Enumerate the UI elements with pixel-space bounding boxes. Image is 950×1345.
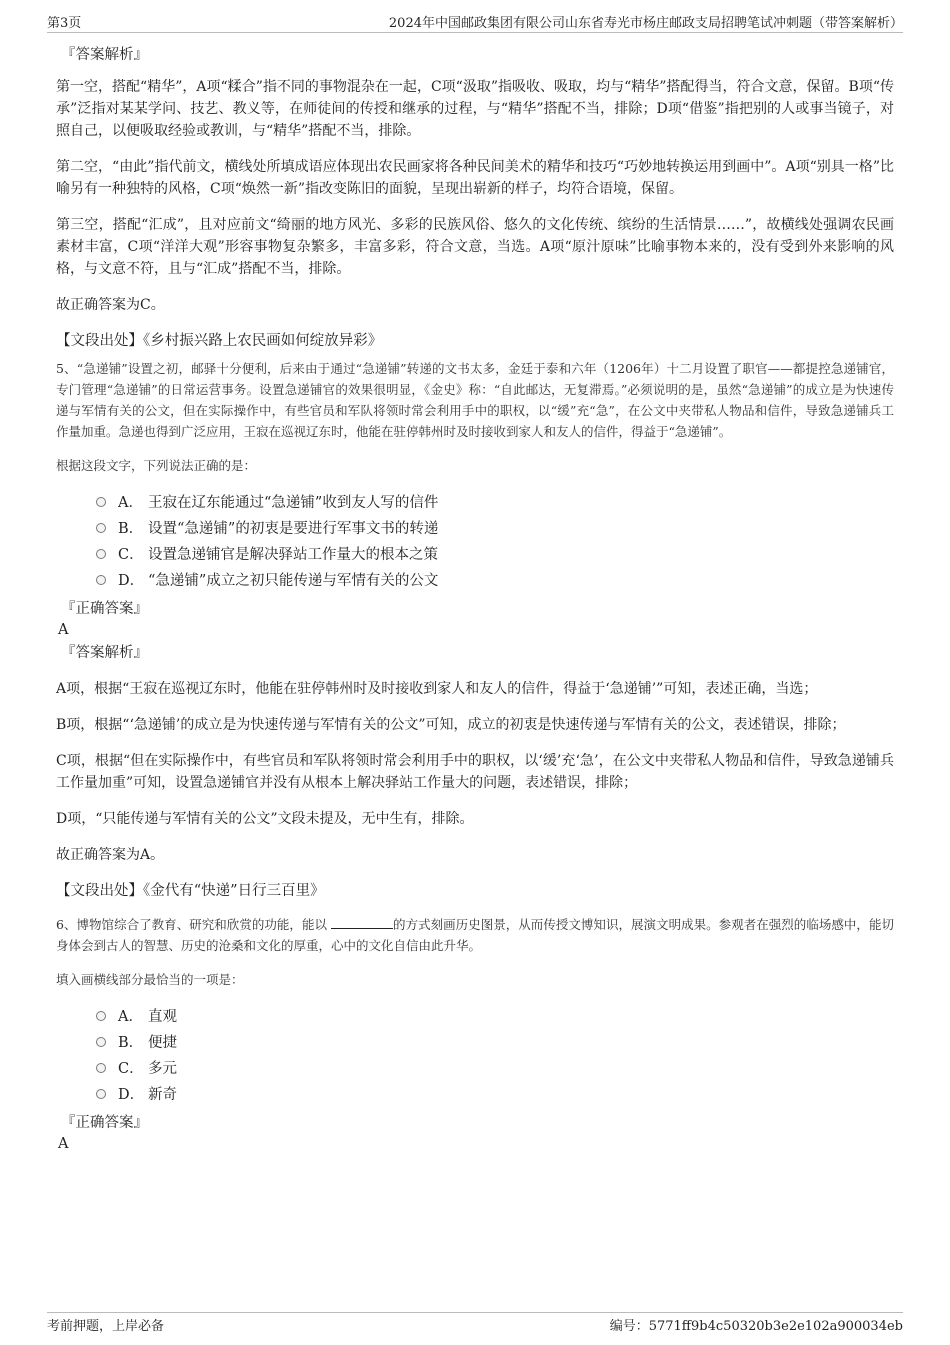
radio-icon[interactable]: [96, 1063, 106, 1073]
page-header: [47, 12, 903, 33]
page-number: 第3页: [47, 16, 82, 31]
radio-icon[interactable]: [96, 1037, 106, 1047]
q6-answer: A: [58, 1136, 69, 1152]
q4-source: 【文段出处】《乡村振兴路上农民画如何绽放异彩》: [56, 333, 383, 349]
q4-conclusion: 故正确答案为C。: [56, 297, 165, 313]
page-footer: [47, 1312, 903, 1337]
radio-icon[interactable]: [96, 549, 106, 559]
q5-option-a[interactable]: A． 王寂在辽东能通过“急递铺”收到友人写的信件: [96, 490, 894, 516]
q5-answer-label: 『正确答案』: [61, 601, 148, 617]
q5-analysis-a: A项，根据“王寂在巡视辽东时，他能在驻停韩州时及时接收到家人和友人的信件，得益于‘急递铺’”可知，表述正确，当选；: [56, 681, 818, 697]
radio-icon[interactable]: [96, 1089, 106, 1099]
q5-analysis-label: 『答案解析』: [61, 645, 148, 661]
radio-icon[interactable]: [96, 523, 106, 533]
q5-text: 5、“急递铺”设置之初，邮驿十分便利，后来由于通过“急递铺”转递的文书太多，金廷于泰和六年（1206年）十二月设置了职官——都提控急递铺官，专门管理“急递铺”的日常运营事务。设置急递铺官的效果很明显，《金史》称：“自此邮达，无复滞焉。”必须说明的是，虽然“急递铺”的成立是为快速传递与军情有关的公文，但在实际操作中，有些官员和军队将领时常会利用手中的职权，以“缓”充“急”，在公文中夹带私人物品和信件，导致急递铺兵工作量加重。急递也得到广泛应用，王寂在巡视辽东时，他能在驻停韩州时及时接收到家人和友人的信件，得益于“急递铺”。: [56, 361, 894, 439]
q5-analysis-d: D项，“只能传递与军情有关的公文”文段未提及，无中生有，排除。: [56, 811, 474, 827]
q6-text: 6、博物馆综合了教育、研究和欣赏的功能，能以 的方式刻画历史图景，从而传授文博知识，展演文明成果。参观者在强烈的临场感中，能切身体会到古人的智慧、历史的沧桑和文化的厚重，心中的文化自信由此升华。: [56, 917, 894, 953]
q5-analysis-c: C项，根据“但在实际操作中，有些官员和军队将领时常会利用手中的职权，以‘缓’充‘急’，在公文中夹带私人物品和信件，导致急递铺兵工作量加重”可知，设置急递铺官并没有从根本上解决驿站工作量大的问题，表述错误，排除；: [56, 753, 894, 791]
document-title: 2024年中国邮政集团有限公司山东省寿光市杨庄邮政支局招聘笔试冲刺题（带答案解析）: [388, 16, 903, 31]
q5-answer: A: [58, 622, 69, 638]
q6-option-d[interactable]: D． 新奇: [96, 1082, 894, 1108]
page-content: [56, 44, 894, 1154]
q6-option-b[interactable]: B． 便捷: [96, 1030, 894, 1056]
q4-analysis-para-2: 第二空，“由此”指代前文，横线处所填成语应体现出农民画家将各种民间美术的精华和技巧“巧妙地转换运用到画中”。A项“别具一格”比喻另有一种独特的风格，C项“焕然一新”指改变陈旧的面貌，呈现出崭新的样子，均符合语境，保留。: [56, 159, 894, 197]
q6-option-c[interactable]: C． 多元: [96, 1056, 894, 1082]
q6-option-a[interactable]: A． 直观: [96, 1004, 894, 1030]
footer-slogan: 考前押题，上岸必备: [47, 1319, 165, 1334]
fill-blank: [331, 916, 393, 929]
document-id: 编号：5771ff9b4c50320b3e2e102a900034eb: [609, 1319, 903, 1334]
q5-conclusion: 故正确答案为A。: [56, 847, 165, 863]
q5-option-c[interactable]: C． 设置急递铺官是解决驿站工作量大的根本之策: [96, 542, 894, 568]
q4-analysis-label: 『答案解析』: [61, 47, 148, 63]
q4-analysis-para-1: 第一空，搭配“精华”，A项“糅合”指不同的事物混杂在一起，C项“汲取”指吸收、吸取，均与“精华”搭配得当，符合文意，保留。B项“传承”泛指对某某学问、技艺、教义等，在师徒间的传授和继承的过程，与“精华”搭配不当，排除；D项“借鉴”指把别的人或事当镜子，对照自己，以便吸取经验或教训，与“精华”搭配不当，排除。: [56, 79, 894, 139]
q5-option-b[interactable]: B． 设置“急递铺”的初衷是要进行军事文书的转递: [96, 516, 894, 542]
q5-source: 【文段出处】《金代有“快递”日行三百里》: [56, 883, 325, 899]
q6-options: [96, 1004, 894, 1108]
radio-icon[interactable]: [96, 1011, 106, 1021]
q6-prompt: 填入画横线部分最恰当的一项是：: [56, 972, 244, 987]
q5-analysis-b: B项，根据“‘急递铺’的成立是为快速传递与军情有关的公文”可知，成立的初衷是快速传递与军情有关的公文，表述错误，排除；: [56, 717, 846, 733]
q5-options: [96, 490, 894, 594]
q6-answer-label: 『正确答案』: [61, 1115, 148, 1131]
radio-icon[interactable]: [96, 497, 106, 507]
q5-option-d[interactable]: D． “急递铺”成立之初只能传递与军情有关的公文: [96, 568, 894, 594]
q4-analysis-para-3: 第三空，搭配“汇成”，且对应前文“绮丽的地方风光、多彩的民族风俗、悠久的文化传统、缤纷的生活情景……”，故横线处强调农民画素材丰富，C项“洋洋大观”形容事物复杂繁多，丰富多彩，符合文意，当选。A项“原汁原味”比喻事物本来的，没有受到外来影响的风格，与文意不符，且与“汇成”搭配不当，排除。: [56, 217, 894, 277]
radio-icon[interactable]: [96, 575, 106, 585]
q5-prompt: 根据这段文字，下列说法正确的是：: [56, 458, 257, 473]
